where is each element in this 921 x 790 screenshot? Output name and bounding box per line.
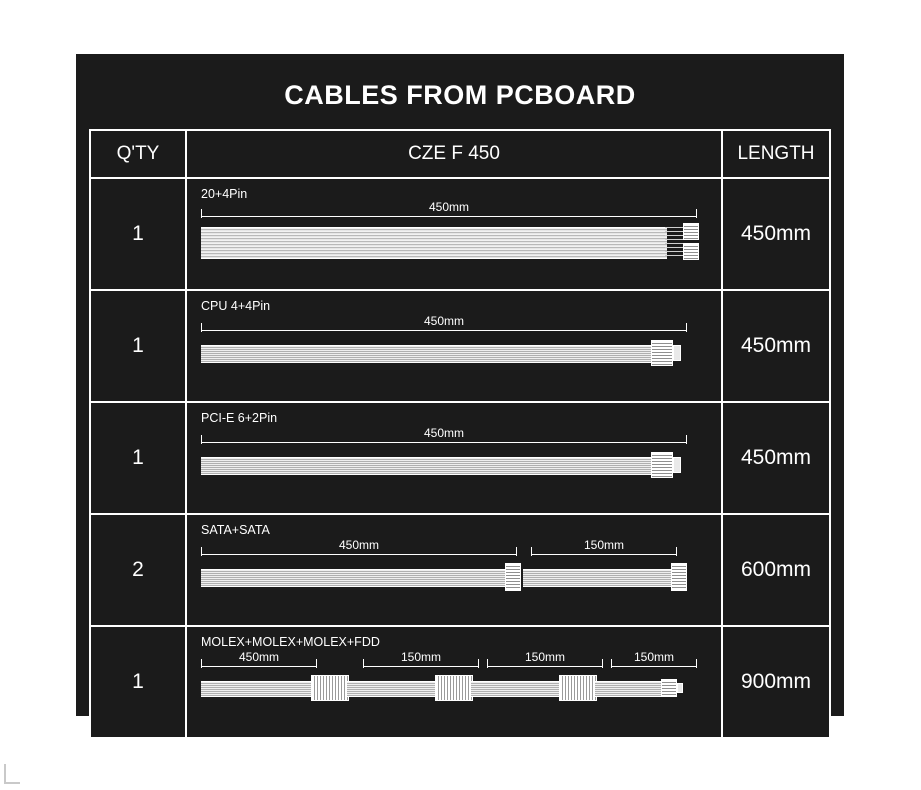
cable-label: SATA+SATA: [201, 523, 270, 537]
dimension-150mm-1: [363, 650, 479, 669]
dimension-line: [201, 442, 687, 443]
dimension-text: 450mm: [335, 538, 383, 552]
connector-molex-3: [559, 675, 597, 701]
dimension-150mm-3: [611, 650, 697, 669]
table-row: [90, 290, 830, 402]
cable-label: PCI-E 6+2Pin: [201, 411, 278, 425]
ribbon-cable: [201, 227, 667, 259]
dimension-line: [201, 666, 317, 667]
table-header-row: [90, 130, 830, 178]
table-row: [90, 402, 830, 514]
connector-pcie-tip: [673, 457, 681, 473]
cell-qty: 1: [90, 626, 186, 738]
cell-cable-diagram: [186, 514, 722, 626]
dimension-150mm-2: [487, 650, 603, 669]
dimension-text-wrap: [487, 650, 603, 664]
cell-length: 450mm: [722, 402, 830, 514]
dimension-text-wrap: [363, 650, 479, 664]
dimension-text: 150mm: [397, 650, 445, 664]
dimension-line: [363, 666, 479, 667]
table-body: [90, 178, 830, 738]
connector-cpu-8pin: [651, 340, 673, 366]
connector-cpu-tip: [673, 345, 681, 361]
ribbon-cable-segment-1: [201, 681, 313, 697]
cell-qty: 2: [90, 514, 186, 626]
ribbon-cable-segment-2: [347, 681, 437, 697]
dimension-line: [487, 666, 603, 667]
dimension-450mm: [201, 314, 687, 333]
dimension-text: 450mm: [425, 200, 473, 214]
page-corner-mark: [4, 764, 20, 784]
ribbon-cable: [201, 457, 653, 475]
column-header-model: CZE F 450: [186, 130, 722, 178]
dimension-text: 450mm: [420, 426, 468, 440]
dimension-450mm: [201, 538, 517, 557]
cable-spec-table: [89, 129, 831, 739]
connector-20pin: [683, 223, 699, 240]
dimension-text: 150mm: [580, 538, 628, 552]
cell-qty: 1: [90, 290, 186, 402]
table-header: [90, 130, 830, 178]
dimension-text: 450mm: [235, 650, 283, 664]
table-row: [90, 626, 830, 738]
dimension-text-wrap: [531, 538, 677, 552]
dimension-text-wrap: [201, 538, 517, 552]
page-title: CABLES FROM PCBOARD: [284, 80, 636, 110]
cable-diagram-cpu-4-4pin: [187, 291, 721, 401]
dimension-450mm: [201, 426, 687, 445]
cell-length: 450mm: [722, 290, 830, 402]
connector-4pin: [683, 243, 699, 260]
ribbon-cable-segment-2: [523, 569, 673, 587]
dimension-text-wrap: [201, 200, 697, 214]
dimension-450mm: [201, 650, 317, 669]
cell-qty: 1: [90, 402, 186, 514]
cell-cable-diagram: [186, 402, 722, 514]
cell-cable-diagram: [186, 626, 722, 738]
dimension-text-wrap: [201, 426, 687, 440]
cable-diagram-pcie-6-2pin: [187, 403, 721, 513]
ribbon-cable-segment-1: [201, 569, 507, 587]
dimension-text: 150mm: [630, 650, 678, 664]
cable-diagram-molex-fdd: [187, 627, 721, 737]
cable-diagram-20-4pin: [187, 179, 721, 289]
cable-label: 20+4Pin: [201, 187, 248, 201]
dimension-line: [611, 666, 697, 667]
connector-sata-1: [505, 563, 521, 591]
cell-length: 600mm: [722, 514, 830, 626]
dimension-line: [201, 330, 687, 331]
dimension-text-wrap: [201, 314, 687, 328]
connector-sata-2: [671, 563, 687, 591]
dimension-text-wrap: [201, 650, 317, 664]
connector-pcie-8pin: [651, 452, 673, 478]
cell-qty: 1: [90, 178, 186, 290]
column-header-qty: Q'TY: [90, 130, 186, 178]
column-header-length: LENGTH: [722, 130, 830, 178]
cell-cable-diagram: [186, 290, 722, 402]
cable-label: MOLEX+MOLEX+MOLEX+FDD: [201, 635, 380, 649]
cell-cable-diagram: [186, 178, 722, 290]
connector-fdd: [661, 679, 677, 697]
cable-diagram-sata-sata: [187, 515, 721, 625]
dimension-450mm: [201, 200, 697, 219]
dimension-line: [201, 554, 517, 555]
dimension-line: [531, 554, 677, 555]
table-row: [90, 514, 830, 626]
ribbon-cable-segment-4: [595, 681, 663, 697]
connector-fdd-tip: [677, 683, 683, 693]
cable-label: CPU 4+4Pin: [201, 299, 271, 313]
cable-spec-panel: [76, 54, 844, 716]
connector-molex-2: [435, 675, 473, 701]
connector-molex-1: [311, 675, 349, 701]
ribbon-cable-segment-3: [471, 681, 561, 697]
dimension-text-wrap: [611, 650, 697, 664]
dimension-line: [201, 216, 697, 217]
dimension-150mm: [531, 538, 677, 557]
dimension-text: 150mm: [521, 650, 569, 664]
cell-length: 450mm: [722, 178, 830, 290]
dimension-text: 450mm: [420, 314, 468, 328]
cell-length: 900mm: [722, 626, 830, 738]
table-row: [90, 178, 830, 290]
ribbon-cable: [201, 345, 653, 363]
